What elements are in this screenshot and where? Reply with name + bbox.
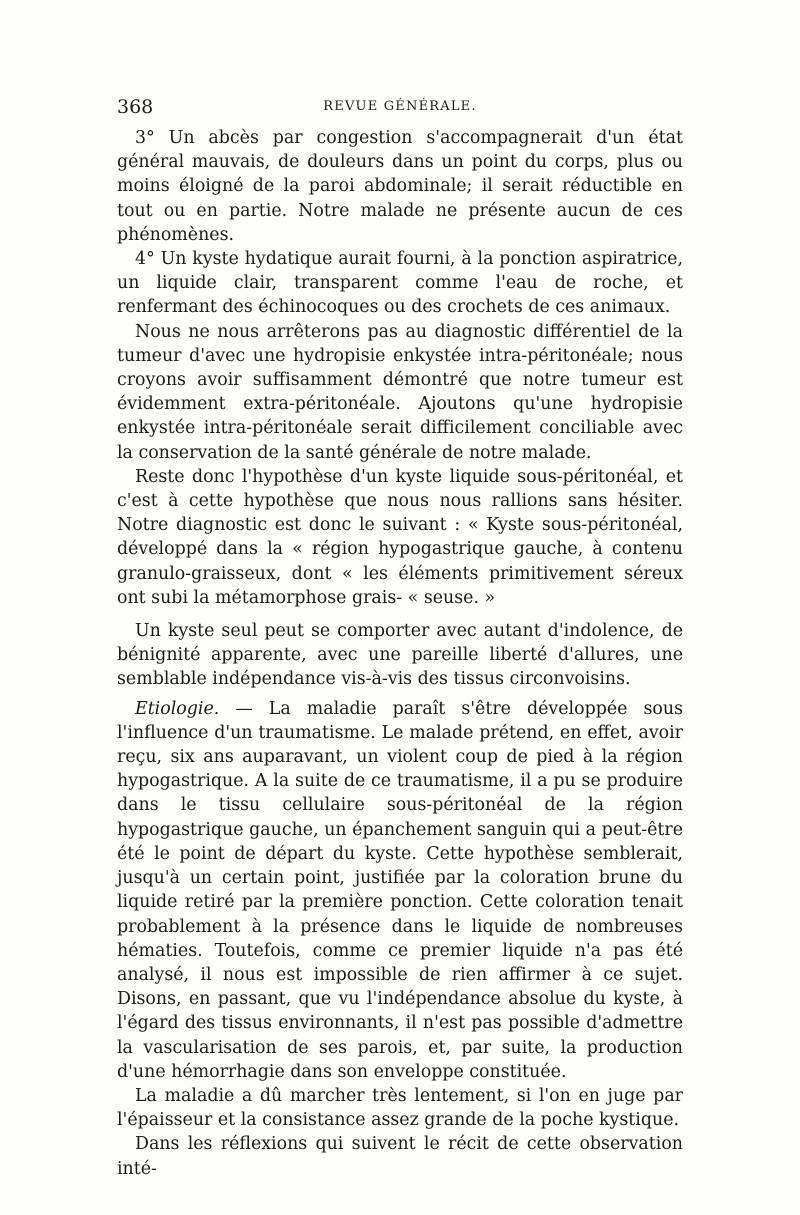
page-header [117,96,683,122]
running-title: REVUE GÉNÉRALE. [323,99,477,114]
body-text [117,126,683,1181]
paragraph-kyste-hydatique: 4° Un kyste hydatique aurait fourni, à la ponction aspiratrice, un liquide clair, transparent comme l'eau de roche, et renfermant des échinocoques ou des crochets de ces animaux. [117,249,683,318]
etiologie-heading: Etiologie. [135,698,220,719]
paragraph-hypothese: Reste donc l'hypothèse d'un kyste liquide sous-péritonéal, et c'est à cette hypothèse que nous nous rallions sans hésiter. Notre diagnostic est donc le suivant : « Kyste sous-péritonéal, développé dans la « région hypogastrique gauche, à contenu granulo-graisseux, dont « les éléments primitivement séreux ont subi la métamorphose grais- « seuse. » [117,466,683,608]
page-number: 368 [117,96,154,118]
paragraph-reflexions: Dans les réflexions qui suivent le récit de cette observation inté- [117,1134,683,1179]
paragraph-kyste-seul: Un kyste seul peut se comporter avec autant d'indolence, de bénignité apparente, avec une pareille liberté d'allures, une semblable indépendance vis-à-vis des tissus circonvoisins. [117,621,683,690]
paragraph-abces: 3° Un abcès par congestion s'accompagnerait d'un état général mauvais, de douleurs dans un point du corps, plus ou moins éloigné de la paroi abdominale; il serait réductible en tout ou en partie. Notre malade ne présente aucun de ces phénomènes. [117,128,683,245]
etiologie-text: — La maladie paraît s'être développée sous l'influence d'un traumatisme. Le malade prétend, en effet, avoir reçu, six ans auparavant, un violent coup de pied à la région hypogastrique. A la suite de ce traumatisme, il a pu se produire dans le tissu cellulaire sous-péritonéal de la région hypogastrique gauche, un épanchement sanguin qui a peut-être été le point de départ du kyste. Cette hypothèse semblerait, jusqu'à un certain point, justifiée par la coloration brune du liquide retiré par la première ponction. Cette coloration tenait probablement à la présence dans le liquide de nombreuses hématies. Toutefois, comme ce premier liquide n'a pas été analysé, il nous est impossible de rien affirmer à ce sujet. Disons, en passant, que vu l'indépendance absolue du kyste, à l'égard des tissus environnants, il n'est pas possible d'admettre la vascularisation de ses parois, et, par suite, la production d'une hémorrhagie dans son enveloppe constituée. [117,698,683,1082]
paragraph-diagnostic-differentiel: Nous ne nous arrêterons pas au diagnostic différentiel de la tumeur d'avec une hydropisie enkystée intra-péritonéale; nous croyons avoir suffisamment démontré que notre tumeur est évidemment extra-péritonéale. Ajoutons qu'une hydropisie enkystée intra-péritonéale serait difficilement conciliable avec la conservation de la santé générale de notre malade. [117,321,683,463]
paragraph-etiologie [117,697,683,1084]
paragraph-evolution: La maladie a dû marcher très lentement, si l'on en juge par l'épaisseur et la consistance assez grande de la poche kystique. [117,1085,683,1131]
